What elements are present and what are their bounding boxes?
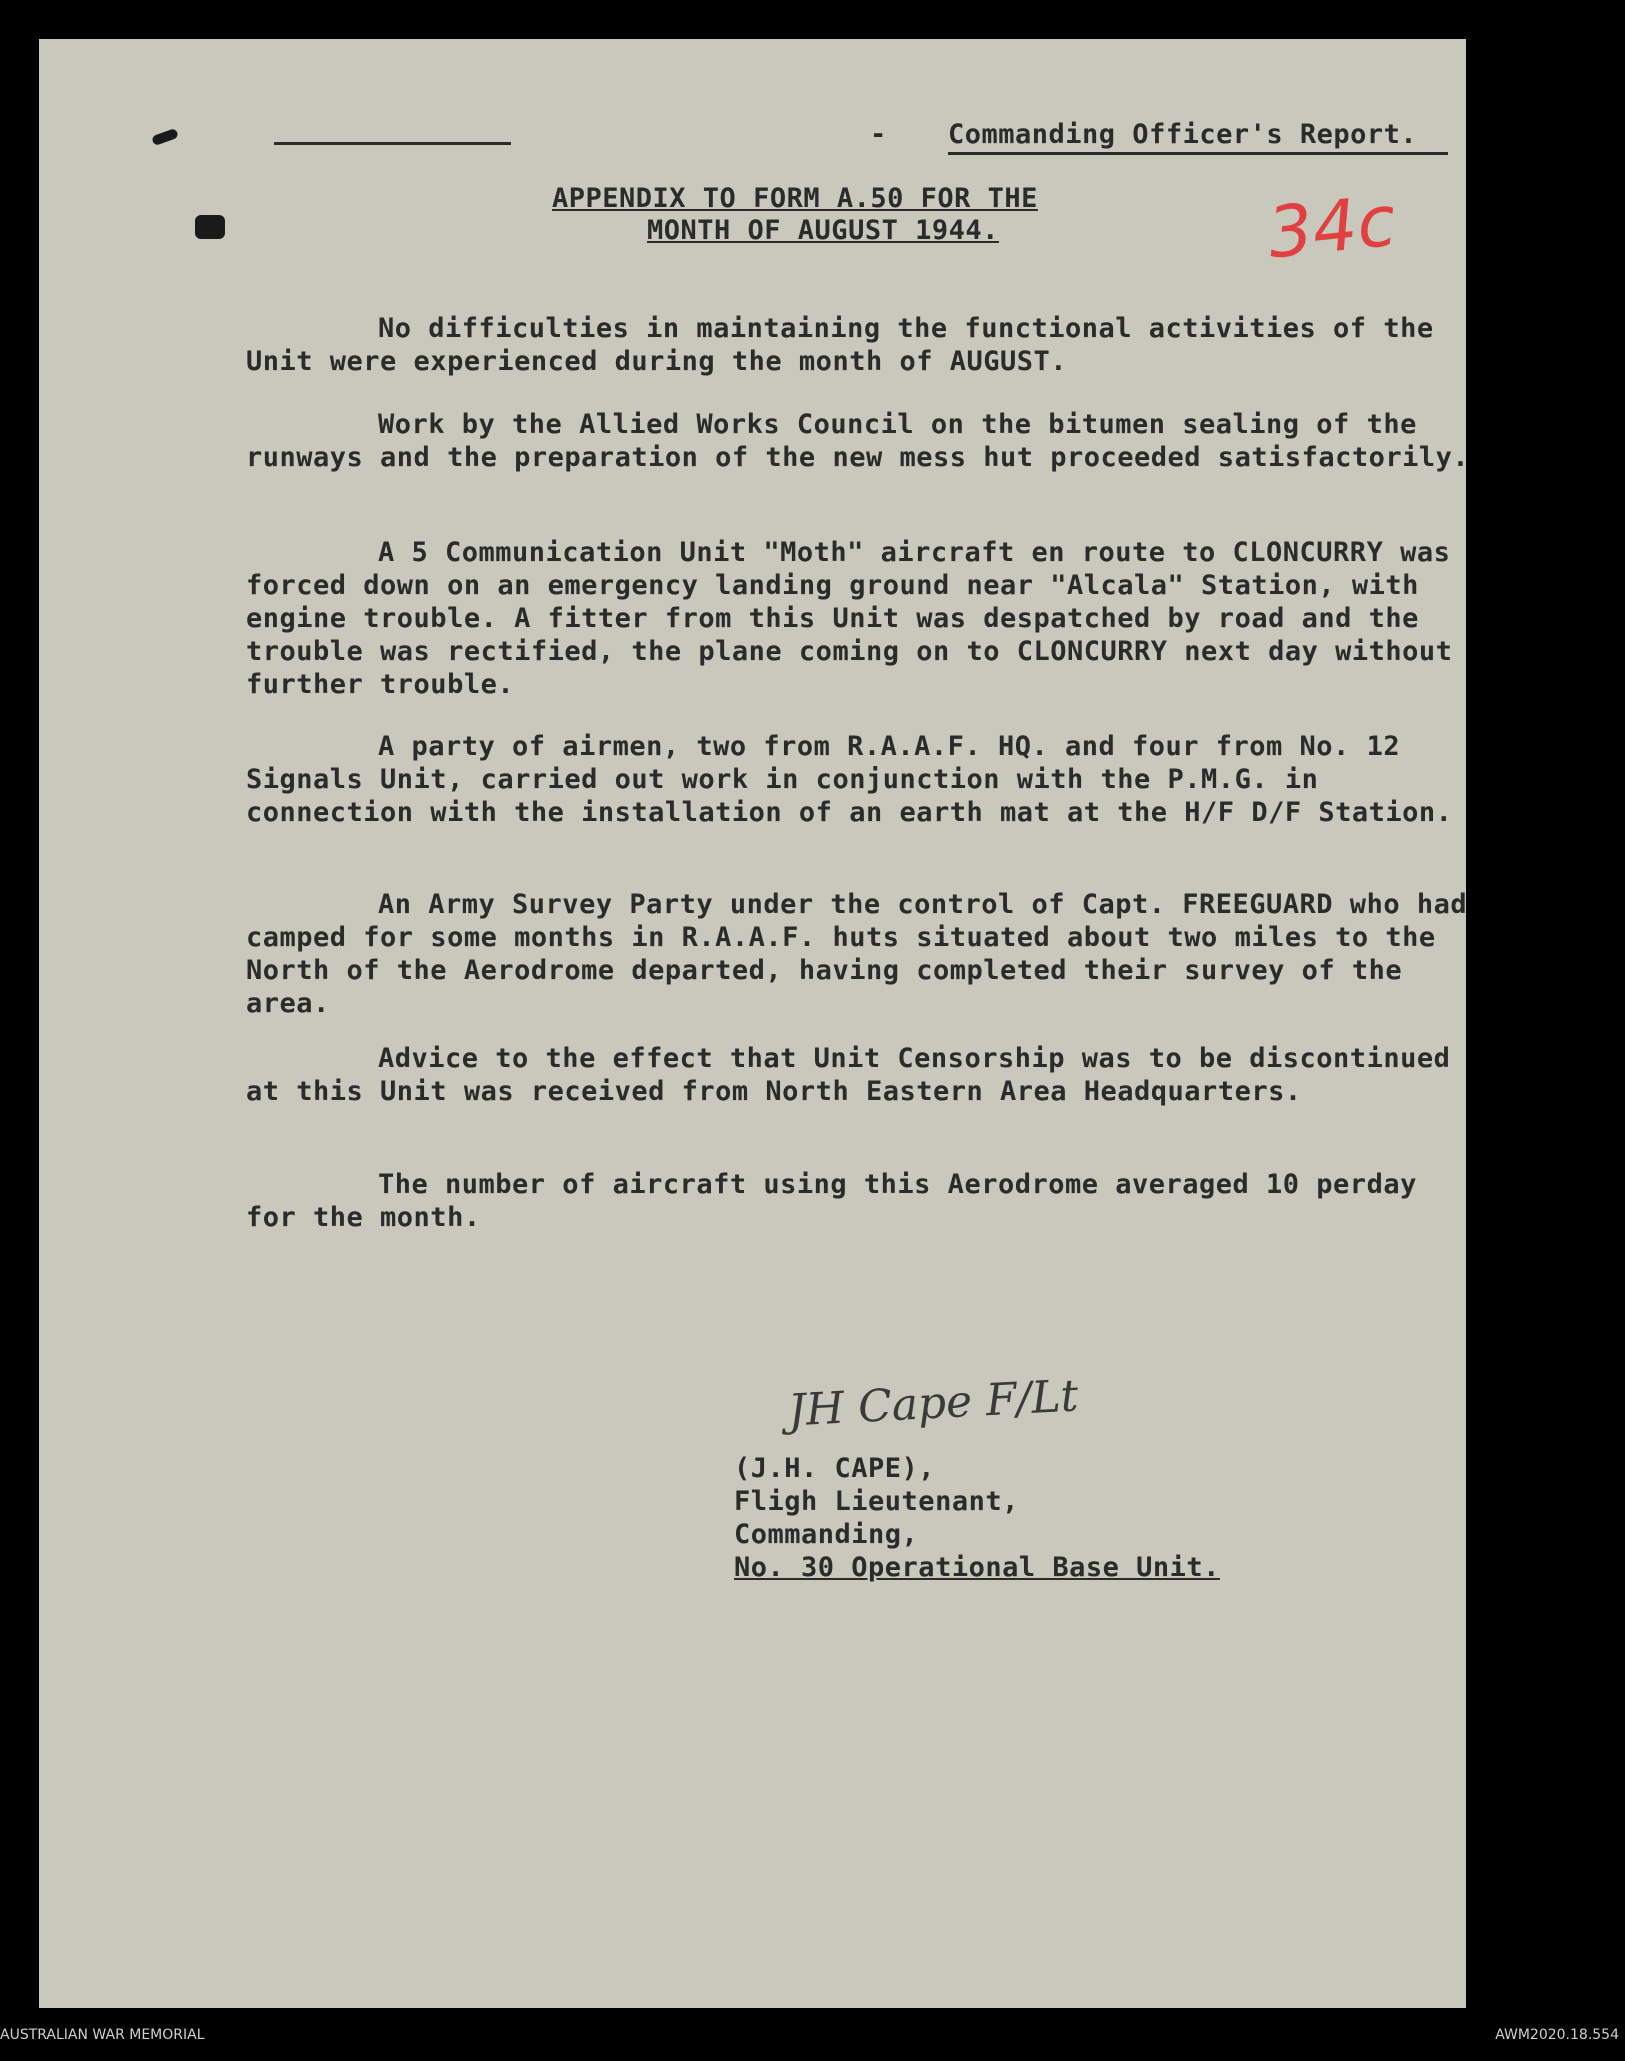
report-title: Commanding Officer's Report. <box>948 119 1418 150</box>
obscured-unit-redaction <box>274 142 511 145</box>
paragraph-allied-works: Work by the Allied Works Council on the bitumen sealing of the runways and the preparation of the new mess hut proceeded satisfactorily. <box>246 409 1470 473</box>
header-dash: - <box>870 119 887 150</box>
paragraph-moth-aircraft: A 5 Communication Unit "Moth" aircraft en route to CLONCURRY was forced down on an emergency landing ground near "Alcala" Station, with engine trouble. A fitter from this Unit was despatched by road and the trouble was rectified, the plane coming on to CLONCURRY next day without further trouble. <box>246 537 1453 700</box>
punch-hole-mark-bottom <box>195 215 225 239</box>
paragraph-censorship: Advice to the effect that Unit Censorship was to be discontinued at this Unit was received from North Eastern Area Headquarters. <box>246 1043 1451 1107</box>
archive-reference: AWM2020.18.554 <box>1495 2027 1619 2043</box>
appendix-subtitle: MONTH OF AUGUST 1944. <box>647 215 999 246</box>
signatory-rank: Fligh Lieutenant, <box>734 1486 1019 1517</box>
handwritten-signature: JH Cape F/Lt <box>786 1370 1080 1437</box>
folio-stamp: 34c <box>1264 179 1400 275</box>
signatory-role: Commanding, <box>734 1519 919 1550</box>
paragraph-aircraft-average: The number of aircraft using this Aerodrome averaged 10 perday for the month. <box>246 1169 1417 1233</box>
archive-credit: AUSTRALIAN WAR MEMORIAL <box>0 2027 205 2043</box>
report-title-underline <box>948 152 1448 155</box>
paragraph-army-survey: An Army Survey Party under the control of Capt. FREEGUARD who had camped for some months in R.A.A.F. huts situated about two miles to the North of the Aerodrome departed, having completed their survey of the area. <box>246 889 1468 1019</box>
paragraph-functional-activities: No difficulties in maintaining the functional activities of the Unit were experienced during the month of AUGUST. <box>246 313 1434 377</box>
appendix-title: APPENDIX TO FORM A.50 FOR THE <box>552 183 1038 214</box>
paragraph-airmen-party: A party of airmen, two from R.A.A.F. HQ. and four from No. 12 Signals Unit, carried out work in conjunction with the P.M.G. in connection with the installation of an earth mat at the H/F D/F Station. <box>246 731 1453 828</box>
signatory-unit: No. 30 Operational Base Unit. <box>734 1552 1220 1583</box>
signatory-name: (J.H. CAPE), <box>734 1453 936 1484</box>
